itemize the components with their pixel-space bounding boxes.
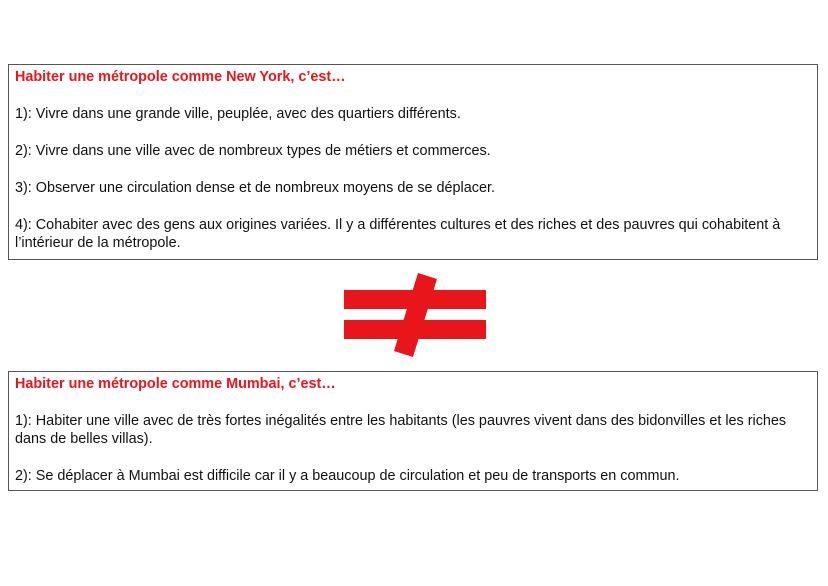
mumbai-item-1: 1): Habiter une ville avec de très fortes inégalités entre les habitants (les pauvres vivent dans des bidonvilles et les riches dans de belles villas). (15, 413, 787, 447)
mumbai-item-2: 2): Se déplacer à Mumbai est difficile car il y a beaucoup de circulation et peu de transports en commun. (15, 468, 680, 484)
new-york-item-3: 3): Observer une circulation dense et de nombreux moyens de se déplacer. (15, 180, 495, 196)
new-york-item-1: 1): Vivre dans une grande ville, peuplée, avec des quartiers différents. (15, 106, 461, 122)
new-york-item-2: 2): Vivre dans une ville avec de nombreux types de métiers et commerces. (15, 143, 491, 159)
not-equal-slash (394, 273, 437, 357)
mumbai-title: Habiter une métropole comme Mumbai, c’est… (15, 376, 336, 392)
mumbai-box (8, 371, 818, 491)
new-york-box (8, 64, 818, 260)
new-york-item-4: 4): Cohabiter avec des gens aux origines variées. Il y a différentes cultures et des riches et des pauvres qui cohabitent à l’intérieur de la métropole. (15, 217, 781, 251)
not-equal-icon (340, 270, 490, 360)
new-york-title: Habiter une métropole comme New York, c’est… (15, 69, 346, 85)
